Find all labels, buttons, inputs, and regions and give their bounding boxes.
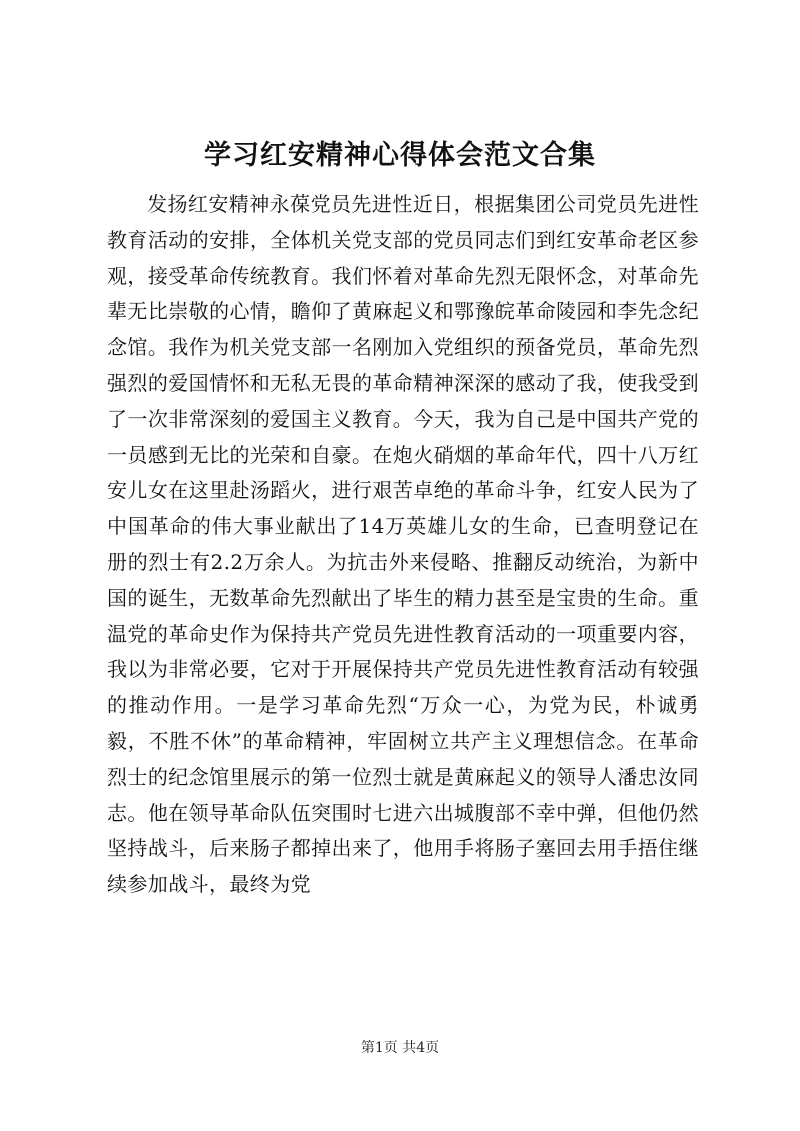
document-body-paragraph: 发扬红安精神永葆党员先进性近日，根据集团公司党员先进性教育活动的安排，全体机关党支部的党员同志们到红安革命老区参观，接受革命传统教育。我们怀着对革命先烈无限怀念，对革命先辈无比崇敬的心情，瞻仰了黄麻起义和鄂豫皖革命陵园和李先念纪念馆。我作为机关党支部一名刚加入党组织的预备党员，革命先烈强烈的爱国情怀和无私无畏的革命精神深深的感动了我，使我受到了一次非常深刻的爱国主义教育。今天，我为自己是中国共产党的一员感到无比的光荣和自豪。在炮火硝烟的革命年代，四十八万红安儿女在这里赴汤蹈火，进行艰苦卓绝的革命斗争，红安人民为了中国革命的伟大事业献出了14万英雄儿女的生命，已查明登记在册的烈士有2.2万余人。为抗击外来侵略、推翻反动统治，为新中国的诞生，无数革命先烈献出了毕生的精力甚至是宝贵的生命。重温党的革命史作为保持共产党员先进性教育活动的一项重要内容，我以为非常必要，它对于开展保持共产党员先进性教育活动有较强的推动作用。一是学习革命先烈“万众一心，为党为民，朴诚勇毅，不胜不休”的革命精神，牢固树立共产主义理想信念。在革命烈士的纪念馆里展示的第一位烈士就是黄麻起义的领导人潘忠汝同志。他在领导革命队伍突围时七进六出城腹部不幸中弹，但他仍然坚持战斗，后来肠子都掉出来了，他用手将肠子塞回去用手捂住继续参加战斗，最终为党: [107, 192, 699, 897]
document-title: 学习红安精神心得体会范文合集: [204, 140, 596, 171]
page-number-footer: 第1页 共4页: [360, 1040, 440, 1056]
